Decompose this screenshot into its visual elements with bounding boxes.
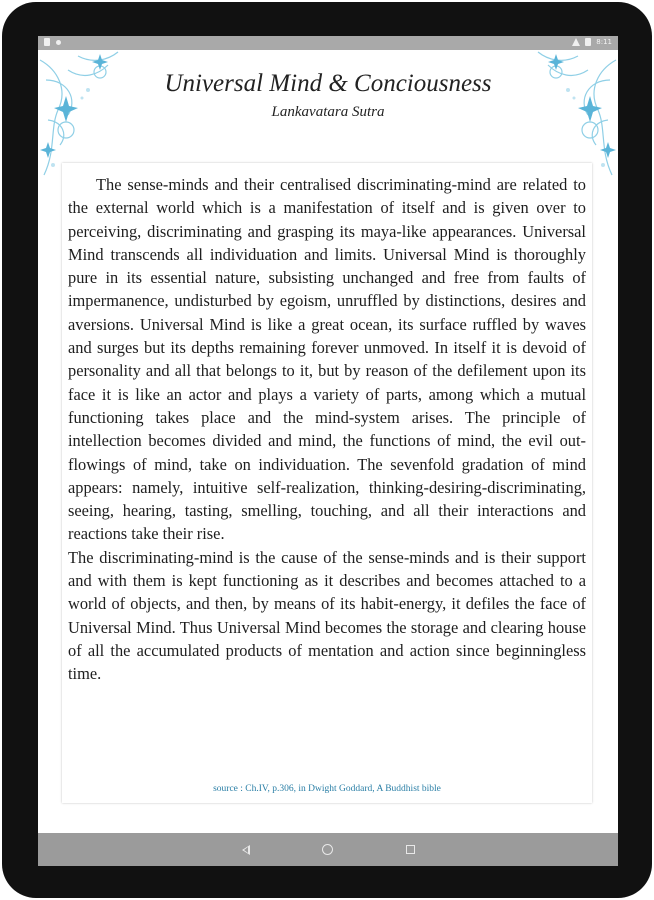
body-text: [68, 173, 586, 686]
recent-apps-square-icon: [406, 845, 415, 854]
screen: [38, 36, 618, 866]
status-left-icons: [44, 38, 61, 46]
notification-dot-icon: [56, 40, 61, 45]
notification-icon: [44, 38, 50, 46]
nav-home-button[interactable]: [319, 841, 337, 859]
navigation-bar: [38, 833, 618, 866]
source-citation: source : Ch.IV, p.306, in Dwight Goddard, A Buddhist bible: [213, 784, 441, 794]
paragraph: The sense-minds and their centralised discriminating-mind are related to the external world which is a manifestation of itself and is given over to perceiving, discriminating and grasping its maya-like appearances. Universal Mind transcends all individuation and limits. Universal Mind is thoroughly pure in its essential nature, subsisting unchanged and free from faults of impermanence, undisturbed by egoism, unruffled by distinctions, desires and aversions. Universal Mind is like a great ocean, its surface ruffled by waves and surges but its depths remaining forever unmoved. In itself it is devoid of personality and all that belongs to it, but by reason of the defilement upon its face it is like an actor and plays a variety of parts, among which a mutual functioning takes place and the mind-system arises. The principle of intellection becomes divided and mind, the functions of mind, the evil out-flowings of mind, take on individuation. The sevenfold gradation of mind appears: namely, intuitive self-realization, thinking-desiring-discriminating, seeing, hearing, tasting, smelling, touching, and all their interactions and reactions take their rise.: [68, 175, 586, 544]
text-card[interactable]: [62, 163, 592, 803]
home-circle-icon: [322, 844, 333, 855]
back-triangle-icon: [242, 845, 250, 855]
battery-icon: [585, 38, 591, 46]
status-right-icons: [572, 38, 612, 46]
status-time: 8:11: [596, 38, 612, 46]
page-title: Universal Mind & Conciousness: [164, 70, 492, 97]
nav-back-button[interactable]: [238, 841, 256, 859]
paragraph: The discriminating-mind is the cause of the sense-minds and is their support and with them is kept functioning as it describes and becomes attached to a world of objects, and then, by means of its habit-energy, it defiles the face of Universal Mind. Thus Universal Mind becomes the storage and clearing house of all the accumulated products of mentation and action since beginningless time.: [68, 547, 586, 684]
page-subtitle: Lankavatara Sutra: [271, 104, 385, 120]
wifi-icon: [572, 38, 580, 46]
status-bar: [38, 36, 618, 50]
nav-recent-apps-button[interactable]: [402, 841, 420, 859]
